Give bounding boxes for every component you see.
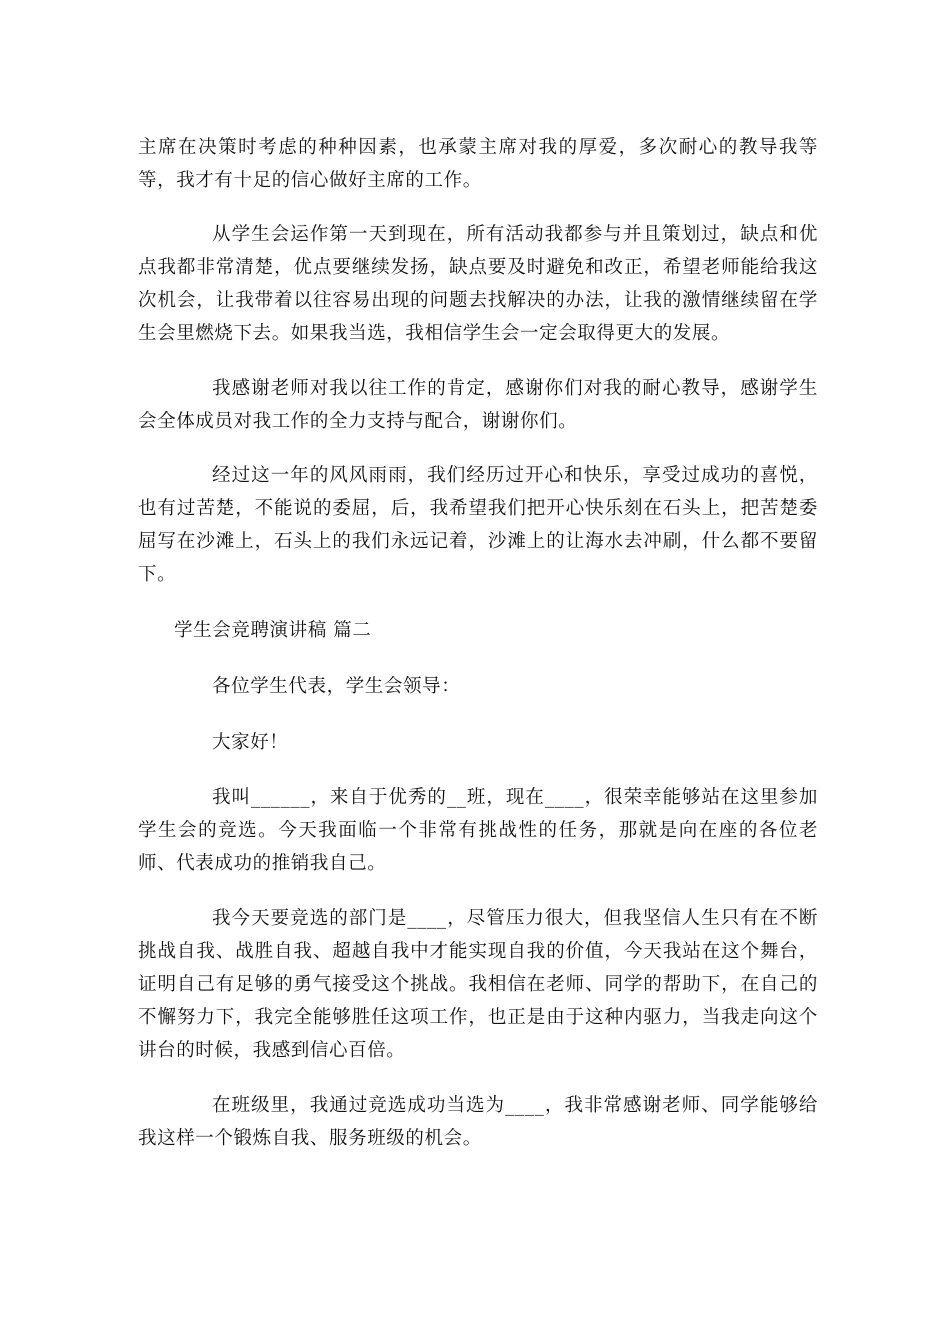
paragraph-department: 我今天要竞选的部门是____，尽管压力很大，但我坚信人生只有在不断挑战自我、战胜自我、超越自我中才能实现自我的价值，今天我站在这个舞台，证明自己有足够的勇气接受这个挑战。我相信在老师、同学的帮助下，在自己的不懈努力下，我完全能够胜任这项工作，也正是由于这种内驱力，当我走向这个讲台的时候，我感到信心百倍。 xyxy=(138,908,818,1061)
paragraph-class: 在班级里，我通过竞选成功当选为____，我非常感谢老师、同学能够给我这样一个锻炼自我、服务班级的机会。 xyxy=(138,1095,818,1149)
paragraph-4: 经过这一年的风风雨雨，我们经历过开心和快乐，享受过成功的喜悦，也有过苦楚，不能说的委屈，后，我希望我们把开心快乐刻在石头上，把苦楚委屈写在沙滩上，石头上的我们永远记着，沙滩上的让海水去冲刷，什么都不要留下。 xyxy=(138,465,818,585)
greeting: 大家好！ xyxy=(212,732,289,753)
salutation: 各位学生代表，学生会领导： xyxy=(212,676,461,697)
paragraph-3: 我感谢老师对我以往工作的肯定，感谢你们对我的耐心教导，感谢学生会全体成员对我工作的全力支持与配合，谢谢你们。 xyxy=(138,378,818,432)
paragraph-1: 主席在决策时考虑的种种因素，也承蒙主席对我的厚爱，多次耐心的教导我等等，我才有十足的信心做好主席的工作。 xyxy=(138,137,818,191)
section-heading: 学生会竞聘演讲稿 篇二 xyxy=(174,620,372,641)
paragraph-2: 从学生会运作第一天到现在，所有活动我都参与并且策划过，缺点和优点我都非常清楚，优点要继续发扬，缺点要及时避免和改正，希望老师能给我这次机会，让我带着以往容易出现的问题去找解决的办法，让我的激情继续留在学生会里燃烧下去。如果我当选，我相信学生会一定会取得更大的发展。 xyxy=(138,224,818,344)
paragraph-introduction: 我叫______，来自于优秀的__班，现在____，很荣幸能够站在这里参加学生会的竞选。今天我面临一个非常有挑战性的任务，那就是向在座的各位老师、代表成功的推销我自己。 xyxy=(138,787,818,874)
